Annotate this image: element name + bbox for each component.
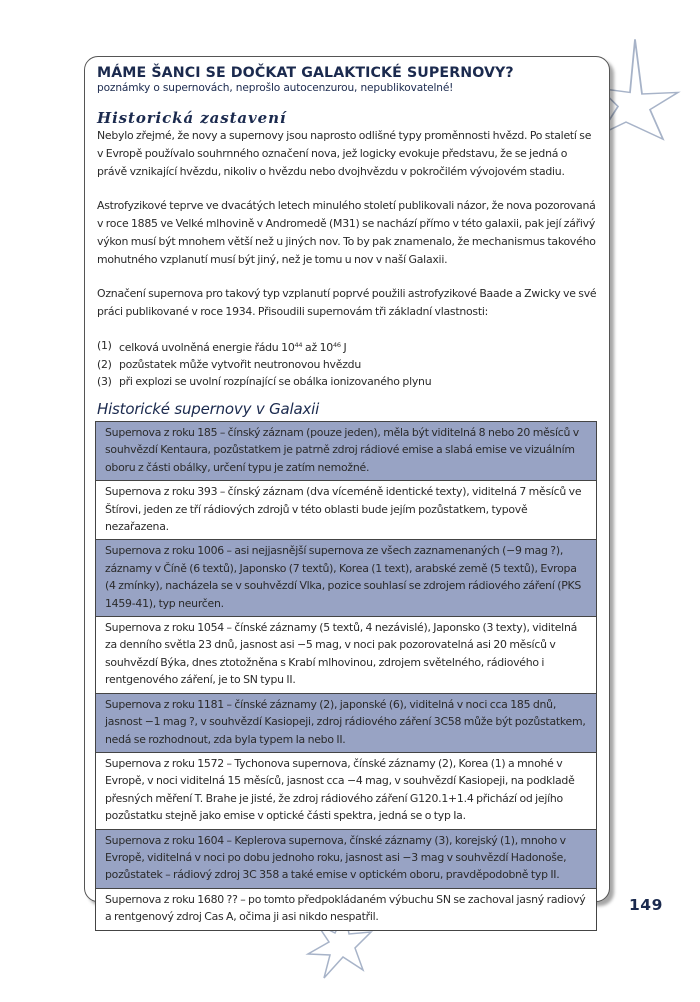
table-row: Supernova z roku 1572 – Tychonova supernova, čínské záznamy (2), Korea (1) a mnohé v Evropě, v noci viditelná 15 měsíců, jasnost cca −4 mag, v souhvězdí Kasiopeji, na podkladě přesných měření T. Brahe je jisté, že zdroj rádiového záření G120.1+1.4 přichází od jejího pozůstatku stejně jako emise v optické části spektra, jedná se o typ Ia.: [96, 752, 596, 829]
paragraph: Astrofyzikové teprve ve dvacátých letech minulého století publikovali názor, že nova pozorovaná v roce 1885 ve Velké mlhovině v Andromedě (M31) se nachází přímo v této galaxii, pak její zářivý výkon musí být mnohem větší než u jiných nov. To by pak znamenalo, že mechanismus takového mohutného vzplanutí musí být jiný, než je tomu u nov v naší Galaxii.: [97, 199, 596, 266]
list-item: [97, 373, 597, 390]
section-heading-historical-supernovae: Historické supernovy v Galaxii: [97, 400, 320, 418]
page-number: 149: [629, 896, 663, 914]
list-item: [97, 356, 597, 373]
paragraph: Označení supernova pro takový typ vzplanutí poprvé použili astrofyzikové Baade a Zwicky ve své práci publikované v roce 1934. Přisoudili supernovám tři základní vlastnosti:: [97, 287, 597, 318]
list-text: celková uvolněná energie řádu $10^{44}$ až $10^{46}$ J: [119, 341, 347, 354]
article-subtitle: poznámky o supernovách, neprošlo autocenzurou, nepublikovatelné!: [97, 82, 454, 94]
list-number: (1): [97, 339, 112, 352]
table-row: Supernova z roku 1680 ?? – po tomto předpokládaném výbuchu SN se zachoval jasný radiový a rentgenový zdroj Cas A, očima ji asi nikdo nespatřil.: [96, 888, 596, 930]
table-row: Supernova z roku 185 – čínský záznam (pouze jeden), měla být viditelná 8 nebo 20 měsíců v souhvězdí Kentaura, pozůstatkem je patrně zdroj rádiové emise a slabá emise ve vizuálním oboru z části obálky, určení typu je zatím nemožné.: [96, 422, 596, 480]
section-heading-historical-milestones: Historická zastavení: [97, 109, 287, 127]
list-number: (3): [97, 375, 112, 388]
star-decoration-icon: [600, 30, 690, 150]
supernova-table: [95, 421, 597, 931]
table-row: Supernova z roku 393 – čínský záznam (dva víceméně identické texty), viditelná 7 měsíců ve Štírovi, jeden ze tří rádiových zdrojů v této oblasti bude jejím pozůstatkem, typově nezařazena.: [96, 480, 596, 539]
list-text: pozůstatek může vytvořit neutronovou hvězdu: [119, 358, 361, 371]
properties-list: [97, 337, 597, 390]
list-item: [97, 337, 597, 356]
table-row: Supernova z roku 1181 – čínské záznamy (2), japonské (6), viditelná v noci cca 185 dnů, jasnost −1 mag ?, v souhvězdí Kasiopeji, zdroj rádiového záření 3C58 může být pozůstatkem, nedá se rozhodnout, zda byla typem Ia nebo II.: [96, 693, 596, 752]
table-row: Supernova z roku 1006 – asi nejjasnější supernova ze všech zaznamenaných (−9 mag ?), záznamy v Číně (6 textů), Japonsko (7 textů), Korea (1 text), arabské země (5 textů), Evropa (4 zmínky), nacházela se v souhvězdí Vlka, pozice souhlasí se zdrojem rádiového záření (PKS 1459-41), typ neurčen.: [96, 539, 596, 616]
list-number: (2): [97, 358, 112, 371]
article-title: MÁME ŠANCI SE DOČKAT GALAKTICKÉ SUPERNOVY?: [97, 65, 514, 81]
table-row: Supernova z roku 1054 – čínské záznamy (5 textů, 4 nezávislé), Japonsko (3 texty), viditelná za denního světla 23 dnů, jasnost asi −5 mag, v noci pak pozorovatelná asi 20 měsíců v souhvězdí Býka, dnes ztotožněna s Krabí mlhovinou, zdrojem světelného, rádiového i rentgenového záření, je to SN typu II.: [96, 616, 596, 693]
article-box: [84, 56, 610, 924]
table-row: Supernova z roku 1604 – Keplerova supernova, čínské záznamy (3), korejský (1), mnoho v Evropě, viditelná v noci po dobu jednoho roku, jasnost asi −3 mag v souhvězdí Hadonoše, pozůstatek – rádiový zdroj 3C 358 a také emise v optickém oboru, pravděpodobně typ II.: [96, 829, 596, 888]
paragraph: Nebylo zřejmé, že novy a supernovy jsou naprosto odlišné typy proměnnosti hvězd. Po staletí se v Evropě používalo souhrnného označení nova, jež logicky evokuje představu, že se jedná o právě vznikající hvězdu, nikoliv o hvězdu nebo dvojhvězdu v pokročilém vývojovém stadiu.: [97, 129, 592, 178]
list-text: při explozi se uvolní rozpínající se obálka ionizovaného plynu: [119, 375, 432, 388]
